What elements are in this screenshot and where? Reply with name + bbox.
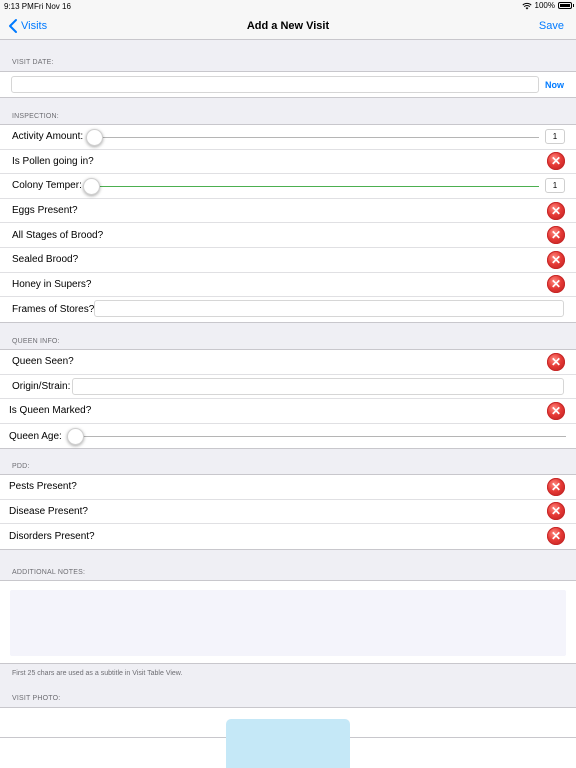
inspection-group (0, 124, 576, 323)
origin-label: Origin/Strain: (12, 380, 71, 392)
disorders-row (0, 524, 576, 549)
pests-row (0, 475, 576, 500)
status-time: 9:13 PM (4, 2, 34, 11)
brood-row (0, 223, 576, 248)
honey-label: Honey in Supers? (12, 278, 92, 290)
pdd-group (0, 474, 576, 550)
wifi-icon (522, 2, 532, 10)
queen-age-label: Queen Age: (9, 430, 62, 442)
add-photo-button[interactable] (226, 719, 350, 768)
slider-fill (83, 186, 539, 187)
activity-amount-value: 1 (545, 129, 565, 144)
x-circle-icon[interactable]: ✕ (547, 152, 565, 170)
origin-row (0, 375, 576, 400)
section-header-photo: VISIT PHOTO: (12, 695, 61, 702)
honey-row (0, 273, 576, 298)
x-circle-icon[interactable]: ✕ (547, 251, 565, 269)
colony-temper-slider[interactable] (83, 177, 539, 197)
pollen-row (0, 150, 576, 175)
page-title: Add a New Visit (246, 20, 330, 32)
slider-thumb[interactable] (86, 129, 103, 146)
status-right (522, 1, 572, 10)
section-header-notes: ADDITIONAL NOTES: (12, 569, 86, 576)
save-button[interactable]: Save (538, 20, 564, 32)
disease-row (0, 500, 576, 525)
section-header-pdd: PDD: (12, 463, 30, 470)
origin-field[interactable] (72, 378, 564, 395)
frames-field[interactable] (94, 300, 564, 317)
x-circle-icon[interactable]: ✕ (547, 275, 565, 293)
x-circle-icon[interactable]: ✕ (547, 402, 565, 420)
status-bar (0, 0, 576, 12)
battery-percent: 100% (534, 1, 555, 10)
x-circle-icon[interactable]: ✕ (547, 502, 565, 520)
x-circle-icon[interactable]: ✕ (547, 527, 565, 545)
colony-temper-row (0, 174, 576, 199)
photo-group (0, 707, 576, 768)
section-header-queen: QUEEN INFO: (12, 338, 60, 345)
status-date: Fri Nov 16 (34, 2, 71, 11)
queen-age-row (0, 424, 576, 449)
frames-row (0, 297, 576, 322)
slider-track (86, 137, 539, 138)
queen-group (0, 349, 576, 449)
eggs-label: Eggs Present? (12, 205, 78, 217)
notes-footnote: First 25 chars are used as a subtitle in Visit Table View. (12, 670, 183, 677)
sealed-brood-label: Sealed Brood? (12, 254, 79, 266)
visit-date-group (0, 71, 576, 98)
disease-label: Disease Present? (9, 505, 88, 517)
battery-icon (558, 2, 572, 9)
now-button[interactable]: Now (545, 80, 564, 90)
queen-age-slider[interactable] (67, 427, 566, 447)
disorders-label: Disorders Present? (9, 530, 95, 542)
pollen-label: Is Pollen going in? (12, 155, 94, 167)
x-circle-icon[interactable]: ✕ (547, 226, 565, 244)
sealed-brood-row (0, 248, 576, 273)
notes-group (0, 580, 576, 664)
section-header-inspection: INSPECTION: (12, 113, 59, 120)
slider-thumb[interactable] (83, 178, 100, 195)
brood-label: All Stages of Brood? (12, 229, 104, 241)
slider-thumb[interactable] (67, 428, 84, 445)
slider-track (67, 436, 566, 437)
queen-seen-label: Queen Seen? (12, 356, 74, 368)
notes-textarea[interactable] (10, 590, 566, 656)
colony-temper-value: 1 (545, 178, 565, 193)
battery-fill (560, 4, 570, 7)
visit-date-field[interactable] (11, 76, 539, 93)
activity-amount-label: Activity Amount: (12, 131, 84, 143)
activity-amount-slider[interactable] (86, 128, 539, 148)
x-circle-icon[interactable]: ✕ (547, 478, 565, 496)
queen-marked-row (0, 399, 576, 424)
x-circle-icon[interactable]: ✕ (547, 353, 565, 371)
section-header-visit-date: VISIT DATE: (12, 59, 54, 66)
x-circle-icon[interactable]: ✕ (547, 202, 565, 220)
queen-seen-row (0, 350, 576, 375)
queen-marked-label: Is Queen Marked? (9, 405, 92, 417)
frames-label: Frames of Stores? (12, 303, 95, 315)
pests-label: Pests Present? (9, 481, 77, 493)
back-button-label: Visits (21, 20, 48, 32)
navigation-bar (0, 12, 576, 40)
colony-temper-label: Colony Temper: (12, 180, 82, 192)
eggs-row (0, 199, 576, 224)
activity-amount-row (0, 125, 576, 150)
